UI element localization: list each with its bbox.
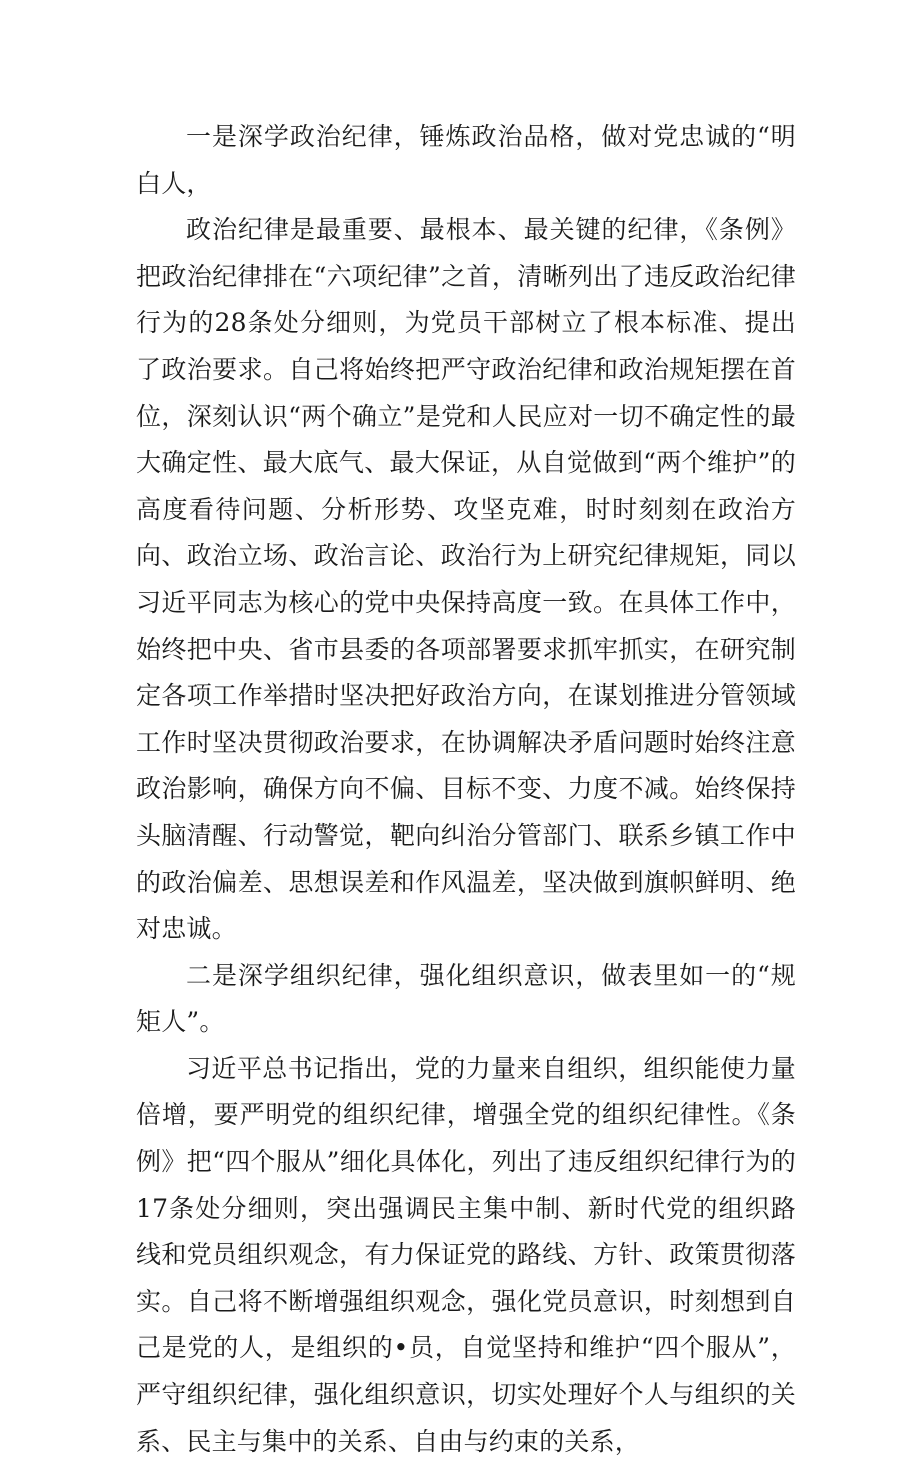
paragraph-political-discipline: 政治纪律是最重要、最根本、最关键的纪律，《条例》把政治纪律排在“六项纪律”之首，清晰列出了违反政治纪律行为的28条处分细则，为党员干部树立了根本标准、提出了政治要求。自己将始终把严守政治纪律和政治规矩摆在首位，深刻认识“两个确立”是党和人民应对一切不确定性的最大确定性、最大底气、最大保证，从自觉做到“两个维护”的高度看待问题、分析形势、攻坚克难，时时刻刻在政治方向、政治立场、政治言论、政治行为上研究纪律规矩，同以习近平同志为核心的党中央保持高度一致。在具体工作中，始终把中央、省市县委的各项部署要求抓牢抓实，在研究制定各项工作举措时坚决把好政治方向，在谋划推进分管领域工作时坚决贯彻政治要求，在协调解决矛盾问题时始终注意政治影响，确保方向不偏、目标不变、力度不减。始终保持头脑清醒、行动警觉，靶向纠治分管部门、联系乡镇工作中的政治偏差、思想误差和作风温差，坚决做到旗帜鲜明、绝对忠诚。 (136, 215, 796, 944)
document-body (136, 114, 796, 1465)
paragraph-heading-political-discipline: 一是深学政治纪律，锤炼政治品格，做对党忠诚的“明白人， (136, 122, 796, 198)
paragraph-heading-organizational-discipline: 二是深学组织纪律，强化组织意识，做表里如一的“规矩人”。 (136, 960, 796, 1037)
paragraph-organizational-discipline: 习近平总书记指出，党的力量来自组织，组织能使力量倍增，要严明党的组织纪律，增强全党的组织纪律性。《条例》把“四个服从”细化具体化，列出了违反组织纪律行为的17条处分细则，突出强调民主集中制、新时代党的组织路线和党员组织观念，有力保证党的路线、方针、政策贯彻落实。自己将不断增强组织观念，强化党员意识，时刻想到自己是党的人，是组织的•员，自觉坚持和维护“四个服从”，严守组织纪律，强化组织意识，切实处理好个人与组织的关系、民主与集中的关系、自由与约束的关系， (136, 1053, 796, 1456)
